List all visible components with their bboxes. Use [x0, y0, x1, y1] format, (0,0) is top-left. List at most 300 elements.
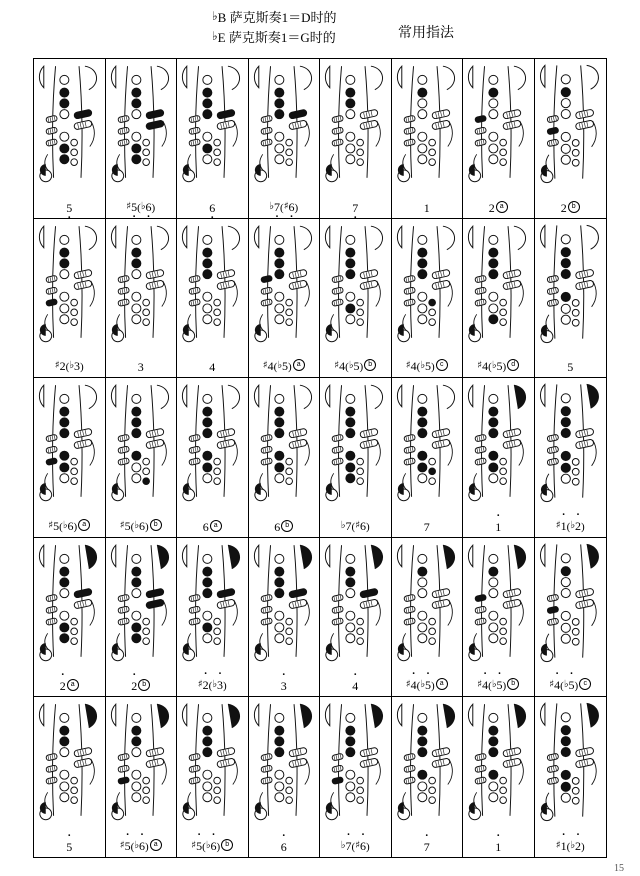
- key-right-3: [71, 797, 78, 804]
- key-right-2: [357, 149, 364, 156]
- side-key-1: [475, 434, 487, 442]
- alternate-accidental: ♭: [420, 360, 426, 372]
- alternate-note: (: [416, 680, 421, 693]
- key-left-5: [203, 611, 212, 620]
- key-left-6: [131, 463, 140, 472]
- key-left-7: [60, 155, 69, 164]
- key-left-5: [131, 451, 140, 460]
- note-label: [320, 680, 391, 693]
- side-key-3: [475, 298, 487, 306]
- key-left-4: [131, 269, 140, 278]
- fingering-figure: [535, 59, 607, 185]
- note-label: [177, 678, 248, 693]
- note-number: 4: [209, 360, 216, 375]
- fingering-cell: [392, 59, 464, 219]
- key-left-1: [561, 713, 570, 722]
- key-left-5: [489, 771, 498, 780]
- note-label: [535, 201, 607, 215]
- key-left-1: [274, 395, 283, 404]
- key-left-1: [489, 395, 498, 404]
- side-key-2: [546, 606, 558, 614]
- key-left-3: [346, 99, 355, 108]
- side-key-1: [260, 115, 272, 123]
- note-label: [392, 678, 463, 693]
- fingering-figure: [392, 219, 463, 345]
- note-number: 7: [345, 518, 352, 533]
- key-left-4: [417, 269, 426, 278]
- key-left-3: [489, 418, 498, 427]
- key-left-6: [346, 304, 355, 313]
- key-left-2: [561, 247, 570, 256]
- key-left-3: [203, 737, 212, 746]
- key-right-2: [572, 469, 579, 476]
- key-right-2: [142, 468, 149, 475]
- fingering-cell: [106, 378, 178, 538]
- key-left-6: [417, 304, 426, 313]
- key-left-7: [346, 793, 355, 802]
- key-left-3: [489, 99, 498, 108]
- key-left-4: [346, 269, 355, 278]
- note-label: [320, 359, 391, 374]
- alternate-note-number: 5: [496, 359, 503, 374]
- fingering-cell: [463, 378, 535, 538]
- key-right-1: [214, 458, 221, 465]
- key-right-3: [572, 159, 579, 166]
- key-left-4: [203, 748, 212, 757]
- palm-key-2: [74, 758, 93, 768]
- note-label: [392, 202, 463, 215]
- key-right-1: [500, 778, 507, 785]
- side-key-1: [546, 275, 558, 283]
- key-right-1: [285, 139, 292, 146]
- note-label: [392, 359, 463, 374]
- key-left-7: [417, 634, 426, 643]
- fingering-cell: [320, 219, 392, 379]
- palm-key-2: [288, 280, 307, 290]
- alternate-note-number: 5: [353, 359, 360, 374]
- side-key-2: [46, 446, 58, 454]
- alternate-note-close: ): [366, 841, 370, 853]
- palm-key-2: [145, 280, 164, 290]
- side-key-1: [332, 434, 344, 442]
- key-right-1: [572, 618, 579, 625]
- key-left-4: [274, 269, 283, 278]
- fingering-figure: [392, 538, 463, 664]
- key-left-7: [417, 474, 426, 483]
- key-left-4: [60, 748, 69, 757]
- variant-marker: b: [221, 839, 233, 851]
- note-label: [106, 519, 177, 534]
- key-right-1: [142, 139, 149, 146]
- key-left-3: [346, 258, 355, 267]
- palm-key-1: [575, 109, 594, 119]
- fingering-cell: [463, 219, 535, 379]
- key-left-2: [417, 248, 426, 257]
- side-key-1: [189, 754, 201, 762]
- key-left-5: [131, 292, 140, 301]
- palm-key-1: [431, 588, 450, 598]
- note-number: 4 ·: [352, 679, 358, 693]
- key-left-2: [60, 88, 69, 97]
- key-left-5: [274, 132, 283, 141]
- key-left-2: [489, 248, 498, 257]
- key-left-1: [489, 554, 498, 563]
- key-left-3: [561, 737, 570, 746]
- variant-marker: b: [281, 520, 293, 532]
- key-left-5: [346, 292, 355, 301]
- accidental-symbol: ♯: [405, 679, 411, 691]
- key-right-3: [357, 318, 364, 325]
- key-left-6: [60, 304, 69, 313]
- note-number: 5 ·: [66, 840, 72, 854]
- key-right-1: [357, 458, 364, 465]
- saxophone-fingering-diagram: [320, 697, 391, 823]
- note-number: 4 ·: [482, 678, 488, 692]
- fingering-cell: [320, 697, 392, 857]
- side-key-2: [260, 287, 272, 295]
- fingering-figure: [320, 219, 391, 345]
- saxophone-fingering-diagram: [177, 697, 248, 823]
- accidental-symbol: ♯: [54, 360, 60, 372]
- side-key-3: [403, 777, 415, 785]
- note-label: [535, 361, 607, 374]
- side-key-1: [46, 754, 58, 762]
- key-left-4: [203, 269, 212, 278]
- key-left-3: [561, 99, 570, 108]
- saxophone-fingering-diagram: [392, 538, 463, 664]
- side-key-2: [189, 127, 201, 135]
- side-key-1: [117, 115, 129, 123]
- key-left-5: [417, 611, 426, 620]
- alternate-note: (: [566, 841, 571, 853]
- side-key-1: [189, 275, 201, 283]
- key-left-5: [346, 611, 355, 620]
- key-right-3: [500, 478, 507, 485]
- key-right-2: [285, 149, 292, 156]
- side-key-3: [46, 777, 58, 785]
- key-left-3: [131, 258, 140, 267]
- key-left-3: [346, 737, 355, 746]
- key-left-5: [561, 611, 570, 620]
- fingering-figure: [463, 697, 534, 823]
- palm-key-1: [503, 109, 522, 119]
- variant-marker: b: [568, 201, 580, 213]
- key-right-3: [142, 318, 149, 325]
- saxophone-fingering-diagram: [463, 538, 534, 664]
- key-right-3: [214, 797, 221, 804]
- fingering-figure: [320, 378, 391, 504]
- key-left-2: [203, 407, 212, 416]
- palm-key-1: [217, 428, 236, 438]
- palm-key-1: [575, 588, 594, 598]
- variant-marker: a: [293, 359, 305, 371]
- key-right-2: [500, 149, 507, 156]
- variant-marker: b: [364, 359, 376, 371]
- key-right-3: [142, 159, 149, 166]
- key-left-1: [203, 554, 212, 563]
- key-left-2: [274, 248, 283, 257]
- side-key-3: [189, 298, 201, 306]
- key-left-4: [346, 429, 355, 438]
- key-right-1: [285, 618, 292, 625]
- key-left-6: [489, 144, 498, 153]
- key-right-2: [214, 628, 221, 635]
- side-key-2: [546, 765, 558, 773]
- side-key-1: [332, 754, 344, 762]
- key-left-7: [203, 793, 212, 802]
- side-key-3: [403, 139, 415, 147]
- alternate-accidental: ♭: [62, 519, 68, 531]
- alternate-accidental: ♯: [355, 519, 361, 531]
- side-key-3: [332, 618, 344, 626]
- fingering-cell: [320, 59, 392, 219]
- accidental-symbol: ♯: [197, 679, 203, 691]
- accidental-symbol: ♯: [262, 360, 268, 372]
- side-key-2: [46, 765, 58, 773]
- palm-key-1: [431, 109, 450, 119]
- alternate-note-number: 6 ·: [289, 200, 295, 214]
- key-left-5: [489, 611, 498, 620]
- key-left-2: [131, 248, 140, 257]
- side-key-1: [117, 754, 129, 762]
- accidental-symbol: ♭: [340, 840, 346, 851]
- key-left-4: [203, 588, 212, 597]
- side-key-3: [403, 458, 415, 466]
- key-right-3: [357, 159, 364, 166]
- fingering-figure: [106, 219, 177, 345]
- key-left-7: [274, 314, 283, 323]
- side-key-3: [260, 618, 272, 626]
- side-key-2: [475, 606, 487, 614]
- key-right-2: [500, 468, 507, 475]
- key-left-6: [131, 304, 140, 313]
- side-key-1: [332, 275, 344, 283]
- alternate-accidental: ♯: [283, 200, 289, 212]
- key-right-1: [428, 778, 435, 785]
- key-left-6: [274, 782, 283, 791]
- variant-marker: a: [67, 679, 79, 691]
- side-key-1: [403, 754, 415, 762]
- key-left-3: [417, 418, 426, 427]
- side-key-1: [189, 115, 201, 123]
- palm-key-1: [217, 748, 236, 758]
- side-key-1: [475, 275, 487, 283]
- accidental-symbol: ♯: [126, 200, 132, 212]
- side-key-3: [403, 618, 415, 626]
- side-key-1: [403, 434, 415, 442]
- palm-key-2: [145, 758, 164, 768]
- key-left-2: [346, 567, 355, 576]
- accidental-symbol: ♯: [477, 360, 483, 372]
- key-left-7: [274, 474, 283, 483]
- palm-key-2: [431, 758, 450, 768]
- fingering-cell: [34, 59, 106, 219]
- key-right-3: [500, 638, 507, 645]
- palm-key-1: [288, 269, 307, 279]
- alternate-note-number: 6: [67, 518, 74, 533]
- side-key-1: [189, 594, 201, 602]
- palm-key-1: [503, 269, 522, 279]
- note-label: [177, 839, 248, 854]
- side-key-1: [46, 594, 58, 602]
- key-left-3: [417, 737, 426, 746]
- key-left-1: [346, 235, 355, 244]
- saxophone-fingering-diagram: [106, 219, 177, 345]
- key-left-3: [561, 418, 570, 427]
- accidental-symbol: ♯: [48, 519, 54, 531]
- note-label: [177, 202, 248, 215]
- side-key-2: [475, 127, 487, 135]
- key-left-7: [561, 794, 570, 803]
- note-label: [106, 839, 177, 854]
- alternate-note-number: 6 ·: [211, 839, 217, 853]
- note-number: 2 ·: [131, 679, 137, 693]
- title-lines: [212, 8, 336, 48]
- alternate-note-number: 6 ·: [139, 839, 145, 853]
- side-key-2: [546, 287, 558, 295]
- key-left-2: [489, 567, 498, 576]
- fingering-cell: [34, 378, 106, 538]
- palm-key-1: [145, 109, 164, 119]
- side-key-1: [475, 754, 487, 762]
- note-number: 2 ·: [60, 679, 66, 693]
- side-key-3: [403, 298, 415, 306]
- key-left-6: [561, 463, 570, 472]
- fingering-cell: [392, 219, 464, 379]
- key-left-1: [346, 554, 355, 563]
- key-left-4: [489, 748, 498, 757]
- key-left-3: [489, 737, 498, 746]
- side-key-1: [332, 115, 344, 123]
- fingering-cell: [106, 697, 178, 857]
- key-left-1: [561, 234, 570, 243]
- fingering-figure: [34, 538, 105, 664]
- side-key-2: [403, 765, 415, 773]
- note-label: [106, 200, 177, 215]
- key-left-2: [561, 566, 570, 575]
- alternate-accidental: ♭: [563, 679, 569, 691]
- saxophone-fingering-diagram: [249, 538, 320, 664]
- fingering-cell: [249, 538, 321, 698]
- fingering-figure: [392, 59, 463, 185]
- key-left-7: [60, 474, 69, 483]
- key-right-2: [572, 149, 579, 156]
- note-label: [320, 519, 391, 534]
- palm-key-2: [217, 599, 236, 609]
- side-key-3: [475, 618, 487, 626]
- key-left-1: [346, 395, 355, 404]
- accidental-symbol: ♭: [269, 200, 275, 212]
- key-left-1: [203, 395, 212, 404]
- key-left-4: [60, 110, 69, 119]
- palm-key-2: [145, 599, 164, 609]
- key-right-2: [428, 787, 435, 794]
- key-left-4: [489, 110, 498, 119]
- key-right-2: [357, 309, 364, 316]
- key-right-1: [500, 299, 507, 306]
- alternate-note: (: [351, 841, 356, 853]
- note-label: [106, 679, 177, 693]
- fingering-figure: [535, 697, 607, 823]
- key-left-6: [131, 623, 140, 632]
- alternate-note: (: [560, 680, 564, 693]
- accidental-symbol: ♯: [477, 679, 483, 691]
- key-left-4: [417, 429, 426, 438]
- key-left-3: [60, 418, 69, 427]
- fingering-figure: [177, 219, 248, 345]
- fingering-figure: [106, 538, 177, 664]
- palm-key-1: [360, 109, 379, 119]
- alternate-note-number: 6: [139, 518, 146, 533]
- key-left-6: [274, 304, 283, 313]
- fingering-cell: [463, 59, 535, 219]
- key-left-5: [131, 771, 140, 780]
- key-right-1: [71, 778, 78, 785]
- key-left-4: [203, 110, 212, 119]
- palm-key-2: [145, 120, 164, 130]
- key-right-3: [285, 478, 292, 485]
- saxophone-fingering-diagram: [249, 378, 320, 504]
- key-left-3: [131, 737, 140, 746]
- palm-key-2: [360, 280, 379, 290]
- side-key-2: [403, 446, 415, 454]
- alternate-note-close: ): [151, 201, 156, 214]
- palm-key-1: [74, 109, 93, 119]
- key-right-1: [572, 139, 579, 146]
- alternate-note-number: 5: [282, 359, 289, 374]
- side-key-2: [475, 446, 487, 454]
- alternate-accidental: ♭: [570, 840, 576, 851]
- fingering-cell: [535, 59, 607, 219]
- fingering-cell: [249, 219, 321, 379]
- key-left-6: [489, 623, 498, 632]
- alternate-note-close: ): [431, 361, 435, 374]
- side-key-2: [189, 446, 201, 454]
- side-key-2: [46, 127, 58, 135]
- fingering-figure: [177, 378, 248, 504]
- key-left-7: [346, 314, 355, 323]
- fingering-cell: [177, 538, 249, 698]
- side-key-1: [546, 594, 558, 602]
- key-left-1: [346, 75, 355, 84]
- key-right-1: [285, 299, 292, 306]
- key-left-4: [561, 109, 570, 118]
- fingering-figure: [34, 378, 105, 504]
- saxophone-fingering-diagram: [535, 378, 607, 504]
- side-key-3: [332, 458, 344, 466]
- fingering-figure: [177, 59, 248, 185]
- key-right-1: [71, 139, 78, 146]
- palm-key-1: [575, 428, 594, 438]
- key-left-1: [60, 75, 69, 84]
- note-number: 5 ·: [125, 839, 131, 853]
- side-key-1: [546, 754, 558, 762]
- key-left-2: [346, 727, 355, 736]
- key-left-2: [417, 407, 426, 416]
- alternate-note-close: ): [431, 680, 435, 693]
- key-right-3: [428, 318, 435, 325]
- accidental-symbol: ♯: [191, 840, 197, 851]
- fingering-cell: [34, 538, 106, 698]
- key-left-2: [131, 88, 140, 97]
- key-left-3: [203, 578, 212, 587]
- side-key-2: [46, 287, 58, 295]
- key-left-1: [203, 235, 212, 244]
- fingering-figure: [34, 59, 105, 185]
- side-key-1: [46, 434, 58, 442]
- palm-key-1: [360, 269, 379, 279]
- alternate-note: (: [345, 361, 349, 374]
